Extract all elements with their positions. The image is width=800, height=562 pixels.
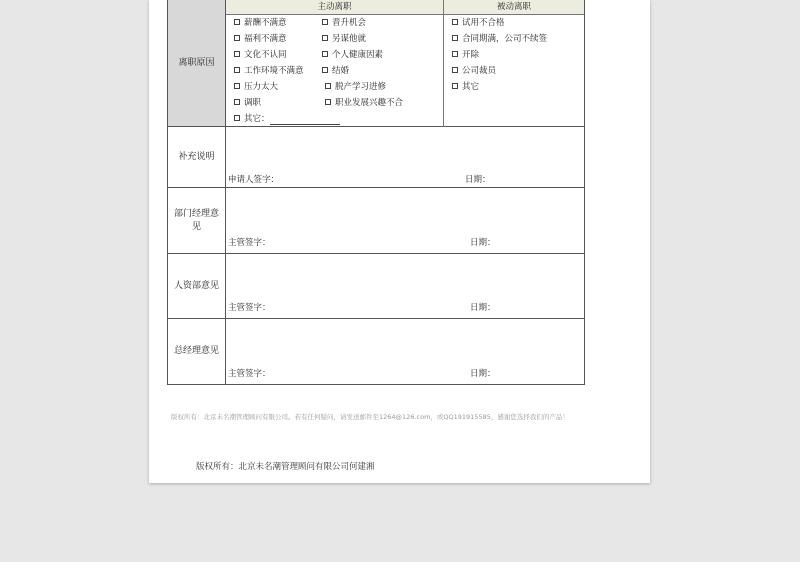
- document-page: [149, 0, 650, 483]
- applicant-signature-label: 申请人签字：: [228, 175, 280, 185]
- checkbox-icon: [452, 35, 458, 41]
- active-resignation-header: 主动离职: [226, 0, 444, 14]
- checkbox-option[interactable]: 另谋他就: [322, 34, 366, 45]
- other-blank-line[interactable]: [270, 116, 340, 125]
- date-label: 日期：: [470, 369, 496, 379]
- active-reasons: [226, 15, 444, 127]
- checkbox-icon: [452, 51, 458, 57]
- checkbox-option[interactable]: 公司裁员: [452, 66, 496, 77]
- checkbox-option[interactable]: 晋升机会: [322, 18, 366, 29]
- hr-row: [168, 254, 584, 319]
- checkbox-icon: [234, 19, 240, 25]
- checkbox-option[interactable]: 福利不满意: [234, 34, 287, 45]
- reason-row: [168, 0, 584, 127]
- reason-label: 离职原因: [168, 0, 226, 126]
- checkbox-icon: [234, 67, 240, 73]
- checkbox-option[interactable]: 结婚: [322, 66, 349, 77]
- checkbox-option[interactable]: 文化不认同: [234, 50, 287, 61]
- checkbox-option[interactable]: 调职: [234, 98, 261, 109]
- checkbox-icon: [452, 19, 458, 25]
- checkbox-icon: [322, 35, 328, 41]
- checkbox-icon: [322, 67, 328, 73]
- checkbox-option[interactable]: 合同期满，公司不续签: [452, 34, 547, 45]
- footer-notice: 版权所有：北京未名潮管理顾问有限公司。若有任何疑问，请发送邮件至1264@126.com，或QQ191915585，感谢您选择我们的产品！: [171, 413, 569, 421]
- gm-row: [168, 319, 584, 384]
- footer-copyright: 版权所有：北京未名潮管理顾问有限公司何建湘: [196, 462, 375, 472]
- checkbox-icon: [325, 83, 331, 89]
- date-label: 日期：: [470, 238, 496, 248]
- checkbox-icon: [234, 115, 240, 121]
- supervisor-signature-label: 主管签字：: [228, 303, 271, 313]
- supplement-input-area[interactable]: [226, 127, 584, 187]
- checkbox-icon: [325, 99, 331, 105]
- passive-resignation-header: 被动离职: [496, 2, 531, 12]
- supplement-row: [168, 127, 584, 188]
- checkbox-option[interactable]: 职业发展兴趣不合: [325, 98, 403, 109]
- checkbox-icon: [234, 83, 240, 89]
- gm-label: 总经理意见: [168, 319, 226, 384]
- hr-label: 人资部意见: [168, 254, 226, 318]
- checkbox-option-other[interactable]: 其它：: [234, 114, 340, 125]
- date-label: 日期：: [470, 303, 496, 313]
- gm-input-area[interactable]: [226, 319, 584, 384]
- checkbox-option[interactable]: 个人健康因素: [322, 50, 383, 61]
- checkbox-option[interactable]: 脱产学习进修: [325, 82, 386, 93]
- dept-manager-row: [168, 188, 584, 254]
- dept-manager-input-area[interactable]: [226, 188, 584, 253]
- supplement-label: 补充说明: [168, 127, 226, 187]
- checkbox-option[interactable]: 开除: [452, 50, 479, 61]
- reason-header: [226, 0, 584, 15]
- dept-manager-label: 部门经理意见: [168, 188, 226, 253]
- checkbox-icon: [322, 51, 328, 57]
- hr-input-area[interactable]: [226, 254, 584, 318]
- checkbox-option[interactable]: 试用不合格: [452, 18, 505, 29]
- checkbox-option[interactable]: 压力太大: [234, 82, 278, 93]
- checkbox-icon: [234, 99, 240, 105]
- checkbox-icon: [452, 67, 458, 73]
- checkbox-option[interactable]: 薪酬不满意: [234, 18, 287, 29]
- checkbox-icon: [234, 35, 240, 41]
- checkbox-icon: [452, 83, 458, 89]
- resignation-form-table: [167, 0, 585, 385]
- reason-options-cell: [226, 0, 584, 126]
- supervisor-signature-label: 主管签字：: [228, 238, 271, 248]
- checkbox-option[interactable]: 其它: [452, 82, 479, 93]
- checkbox-icon: [234, 51, 240, 57]
- reason-body: [226, 15, 584, 127]
- date-label: 日期：: [465, 175, 491, 185]
- checkbox-option[interactable]: 工作环境不满意: [234, 66, 304, 77]
- checkbox-icon: [322, 19, 328, 25]
- passive-reasons: [444, 15, 584, 127]
- supervisor-signature-label: 主管签字：: [228, 369, 271, 379]
